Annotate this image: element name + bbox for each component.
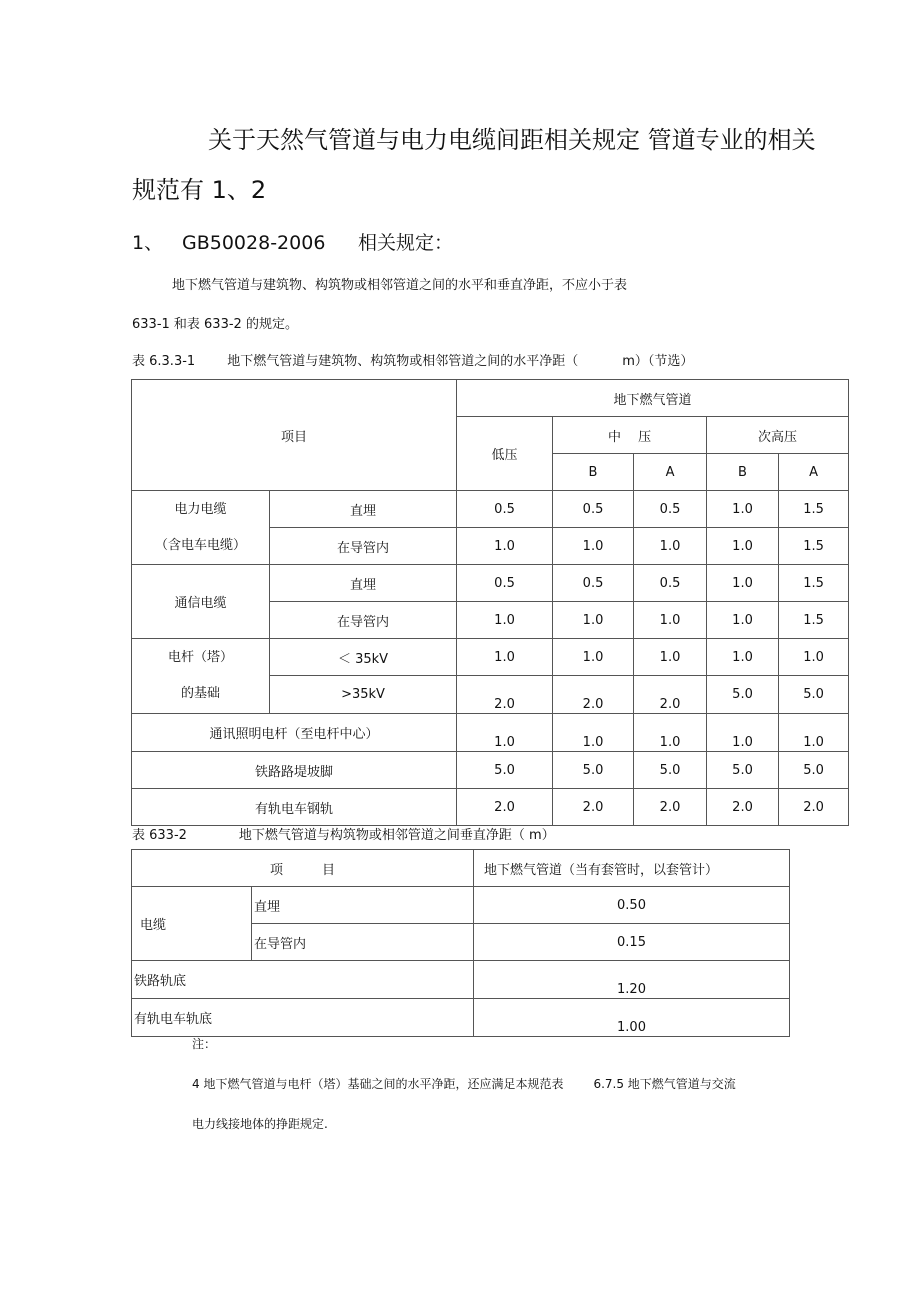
table-cell: 1.0 [779,714,849,752]
note-line1 [192,1075,736,1092]
header-high-a: A [779,454,849,491]
table-cell: 0.5 [457,565,553,602]
table-cell: 1.0 [707,602,779,639]
table-cell: 0.5 [553,565,634,602]
table-cell: 2.0 [457,789,553,826]
table-cell: 0.5 [553,491,634,528]
table-row [132,639,849,676]
table-cell: 0.15 [474,924,790,961]
table-cell: 1.5 [779,491,849,528]
header-gas-pipe: 地下燃气管道 [457,380,849,417]
table-row [132,961,790,999]
standard-code: GB50028-2006 [182,232,326,254]
table-cell: 5.0 [779,752,849,789]
sub-item: ＜ 35kV [270,639,457,676]
table-cell: 2.0 [553,676,634,714]
table-cell: 0.5 [634,491,707,528]
group-power-cable [132,491,270,565]
table-cell: 1.0 [707,491,779,528]
header-item: 项目 [132,380,457,491]
table-cell: 0.5 [457,491,553,528]
row-tram-rail: 有轨电车钢轨 [132,789,457,826]
table-cell: 1.0 [634,602,707,639]
header-gas-pipe: 地下燃气管道（当有套管时，以套管计） [474,850,790,887]
row-lighting-pole: 通讯照明电杆（至电杆中心） [132,714,457,752]
table2-caption [132,824,555,843]
group-label: （含电车电缆） [154,537,246,553]
table-cell: 2.0 [634,676,707,714]
section-number: 1、 [132,232,164,254]
table-cell: 5.0 [707,752,779,789]
table-cell: 2.0 [457,676,553,714]
table-cell: 5.0 [779,676,849,714]
table1-caption-number: 表 6.3.3-1 [132,354,196,369]
table-cell: 1.5 [779,602,849,639]
document-title-line2: 规范有 1、2 [132,176,267,204]
group-label: 的基础 [180,686,220,701]
row-tram-base: 有轨电车轨底 [132,999,474,1037]
intro-paragraph-line2: 633-1 和表 633-2 的规定。 [132,317,298,332]
table-cell: 1.0 [553,714,634,752]
sub-item: 在导管内 [252,924,474,961]
table1-caption-unit: m）（节选） [622,354,694,369]
table-cell: 1.0 [634,639,707,676]
table-cell: 1.0 [457,639,553,676]
section-heading [132,228,453,255]
table-row [132,789,849,826]
table-cell: 1.0 [634,714,707,752]
table-cell: 1.0 [707,714,779,752]
group-communication-cable: 通信电缆 [132,565,270,639]
table-cell: 2.0 [634,789,707,826]
table-row [132,491,849,528]
table-cell: 2.0 [779,789,849,826]
table-cell: 1.0 [553,639,634,676]
table-cell: 2.0 [553,789,634,826]
sub-item: >35kV [270,676,457,714]
group-cable: 电缆 [132,887,252,961]
table-row [132,752,849,789]
table-cell: 5.0 [634,752,707,789]
table-cell: 1.5 [779,565,849,602]
table2-caption-number: 表 633-2 [132,828,187,843]
sub-item: 直埋 [270,491,457,528]
table-cell: 1.0 [634,528,707,565]
header-medium-pressure: 中 压 [553,417,707,454]
header-medium-b: B [553,454,634,491]
group-label: 电杆（塔） [167,650,233,665]
group-label: 电力电缆 [174,501,227,517]
sub-item: 直埋 [252,887,474,924]
header-item: 项 目 [132,850,474,887]
note-label: 注： [192,1037,217,1051]
row-railway-base: 铁路轨底 [132,961,474,999]
vertical-clearance-table [131,849,790,1037]
header-low-pressure: 低压 [457,417,553,491]
table-row [132,887,790,924]
table-cell: 1.0 [457,714,553,752]
table-cell: 0.50 [474,887,790,924]
note-line1-part2: 6.7.5 地下燃气管道与交流 [593,1077,736,1091]
table-cell: 0.5 [634,565,707,602]
horizontal-clearance-table [131,379,849,826]
section-label: 相关规定： [358,232,454,254]
sub-item: 在导管内 [270,602,457,639]
intro-paragraph-line1: 地下燃气管道与建筑物、构筑物或相邻管道之间的水平和垂直净距，不应小于表 [172,278,628,293]
table-cell: 1.0 [707,639,779,676]
table-cell: 5.0 [457,752,553,789]
note-line2: 电力线接地体的挣距规定. [192,1117,328,1131]
table-cell: 1.20 [474,961,790,999]
table1-caption-text: 地下燃气管道与建筑物、构筑物或相邻管道之间的水平净距（ [227,354,579,369]
table-cell: 1.0 [457,602,553,639]
header-sub-high-pressure: 次高压 [707,417,849,454]
table2-caption-text: 地下燃气管道与构筑物或相邻管道之间垂直净距（ m） [238,828,555,843]
table-row [132,565,849,602]
table-cell: 1.5 [779,528,849,565]
row-railway-slope: 铁路路堤坡脚 [132,752,457,789]
header-medium-a: A [634,454,707,491]
note-line1-part1: 4 地下燃气管道与电杆（塔）基础之间的水平净距，还应满足本规范表 [192,1077,564,1091]
table-cell: 1.0 [707,565,779,602]
document-title-line1: 关于天然气管道与电力电缆间距相关规定 管道专业的相关 [208,126,816,154]
table-row [132,999,790,1037]
table-cell: 1.0 [553,602,634,639]
table-row [132,714,849,752]
table-cell: 2.0 [707,789,779,826]
sub-item: 直埋 [270,565,457,602]
table-cell: 1.0 [779,639,849,676]
table-cell: 1.0 [553,528,634,565]
group-pole-foundation [132,639,270,714]
table-cell: 1.00 [474,999,790,1037]
table-cell: 1.0 [707,528,779,565]
table-cell: 5.0 [553,752,634,789]
table-cell: 1.0 [457,528,553,565]
sub-item: 在导管内 [270,528,457,565]
table1-caption [132,350,693,369]
header-high-b: B [707,454,779,491]
table-cell: 5.0 [707,676,779,714]
